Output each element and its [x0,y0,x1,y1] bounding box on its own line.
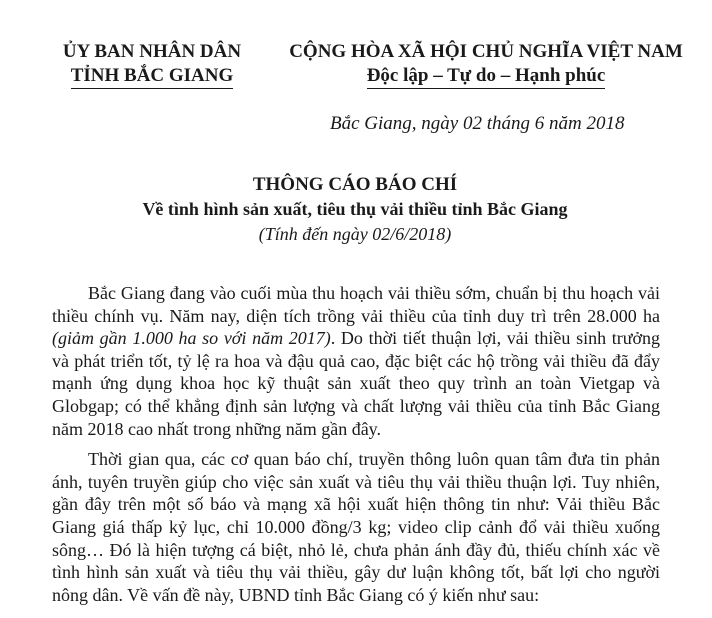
national-motto [266,40,706,89]
paragraph-1 [52,282,660,440]
paragraph-2: Thời gian qua, các cơ quan báo chí, truyền thông luôn quan tâm đưa tin phản ánh, tuyên truyền giúp cho việc sản xuất và tiêu thụ vải thiều thuận lợi. Tuy nhiên, gần đây trên một số báo và mạng xã hội xuất hiện thông tin như: Vải thiều Bắc Giang giá thấp kỷ lục, chỉ 10.000 đồng/3 kg; video clip cảnh đổ vải thiều xuống sông… Đó là hiện tượng cá biệt, nhỏ lẻ, chưa phản ánh đầy đủ, thiếu chính xác về tình hình sản xuất và tiêu thụ vải thiều, gây dư luận không tốt, bất lợi cho người nông dân. Về vấn đề này, UBND tỉnh Bắc Giang có ý kiến như sau: [52,449,660,605]
issuing-authority [52,40,252,89]
document-title: THÔNG CÁO BÁO CHÍ [252,174,458,195]
motto: Độc lập – Tự do – Hạnh phúc [367,64,606,89]
document-subtitle: Về tình hình sản xuất, tiêu thụ vải thiều tỉnh Bắc Giang [142,199,568,219]
place-and-date: Bắc Giang, ngày 02 tháng 6 năm 2018 [330,113,625,134]
paragraph-1-part-2: . Do thời tiết thuận lợi, vải thiều sinh trưởng và phát triển tốt, tỷ lệ ra hoa và đậu quả cao, đặc biệt các hộ trồng vải thiều đã đẩy mạnh ứng dụng khoa học kỹ thuật sản xuất theo quy trình an toàn Vietgap và Globgap; có thể khẳng định sản lượng và chất lượng vải thiều của tỉnh Bắc Giang năm 2018 cao nhất trong những năm gần đây. [52,328,661,439]
document-title-block [60,172,650,247]
paragraph-1-part-1: Bắc Giang đang vào cuối mùa thu hoạch vải thiều sớm, chuẩn bị thu hoạch vải thiều chính vụ. Năm nay, diện tích trồng vải thiều của tỉnh duy trì trên 28.000 ha [52,283,660,326]
authority-line-1: ỦY BAN NHÂN DÂN [62,41,242,62]
paragraph-1-italic: (giảm gần 1.000 ha so với năm 2017) [52,328,331,349]
document-body [52,282,660,614]
document-date-note: (Tính đến ngày 02/6/2018) [258,224,452,244]
authority-line-2: TỈNH BẮC GIANG [71,64,234,89]
nation-name: CỘNG HÒA XÃ HỘI CHỦ NGHĨA VIỆT NAM [289,41,683,62]
